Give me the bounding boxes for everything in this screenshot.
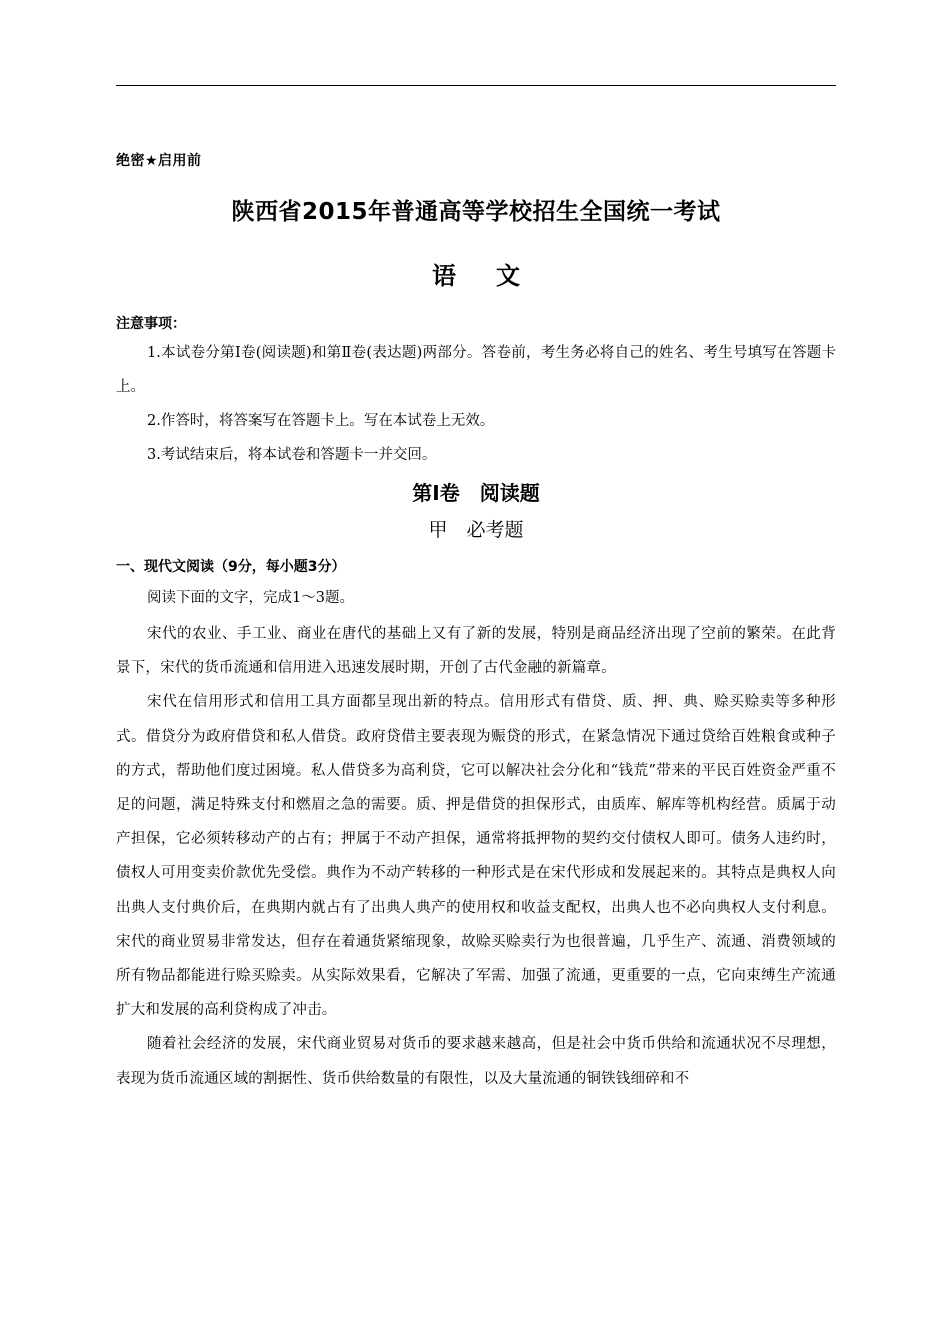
passage-paragraph-1: 宋代的农业、手工业、商业在唐代的基础上又有了新的发展，特别是商品经济出现了空前的繁荣。在此背景下，宋代的货币流通和信用进入迅速发展时期，开创了古代金融的新篇章。 [116,626,836,677]
section-heading: 一、现代文阅读（9分，每小题3分） [116,559,346,575]
notice-list [116,336,836,472]
notice-item-2: 2.作答时，将答案写在答题卡上。写在本试卷上无效。 [147,413,495,429]
notice-item-1: 1.本试卷分第Ⅰ卷(阅读题)和第Ⅱ卷(表达题)两部分。答卷前，考生务必将自己的姓名、考生号填写在答题卡上。 [116,345,836,395]
part-subtitle: 甲 必考题 [428,519,524,541]
subject-title: 语文 [432,262,560,290]
passage-paragraph-2: 宋代在信用形式和信用工具方面都呈现出新的特点。信用形式有借贷、质、押、典、赊买赊卖等多种形式。借贷分为政府借贷和私人借贷。政府贷借主要表现为赈贷的形式，在紧急情况下通过贷给百姓粮食或种子的方式，帮助他们度过困境。私人借贷多为高利贷，它可以解决社会分化和“钱荒”带来的平民百姓资金严重不足的问题，满足特殊支付和燃眉之急的需要。质、押是借贷的担保形式，由质库、解库等机构经营。质属于动产担保，它必须转移动产的占有；押属于不动产担保，通常将抵押物的契约交付债权人即可。债务人违约时，债权人可用变卖价款优先受偿。典作为不动产转移的一种形式是在宋代形成和发展起来的。其特点是典权人向出典人支付典价后，在典期内就占有了出典人典产的使用权和收益支配权，出典人也不必向典权人支付利息。宋代的商业贸易非常发达，但存在着通货紧缩现象，故赊买赊卖行为也很普遍，几乎生产、流通、消费领域的所有物品都能进行赊买赊卖。从实际效果看，它解决了军需、加强了流通，更重要的一点，它向束缚生产流通扩大和发展的高利贷构成了冲击。 [116,694,836,1019]
header-rule [116,85,836,86]
reading-instruction: 阅读下面的文字，完成1～3题。 [147,590,354,606]
notice-heading: 注意事项： [116,316,186,332]
exam-title: 陕西省2015年普通高等学校招生全国统一考试 [231,199,721,225]
passage-paragraph-3: 随着社会经济的发展，宋代商业贸易对货币的要求越来越高，但是社会中货币供给和流通状况不尽理想，表现为货币流通区域的割据性、货币供给数量的有限性，以及大量流通的铜铁钱细碎和不 [116,1036,836,1087]
notice-item-3: 3.考试结束后，将本试卷和答题卡一并交回。 [147,447,437,463]
confidential-label: 绝密★启用前 [116,153,202,169]
reading-passage [116,617,836,1096]
part-title: 第Ⅰ卷 阅读题 [412,481,540,505]
